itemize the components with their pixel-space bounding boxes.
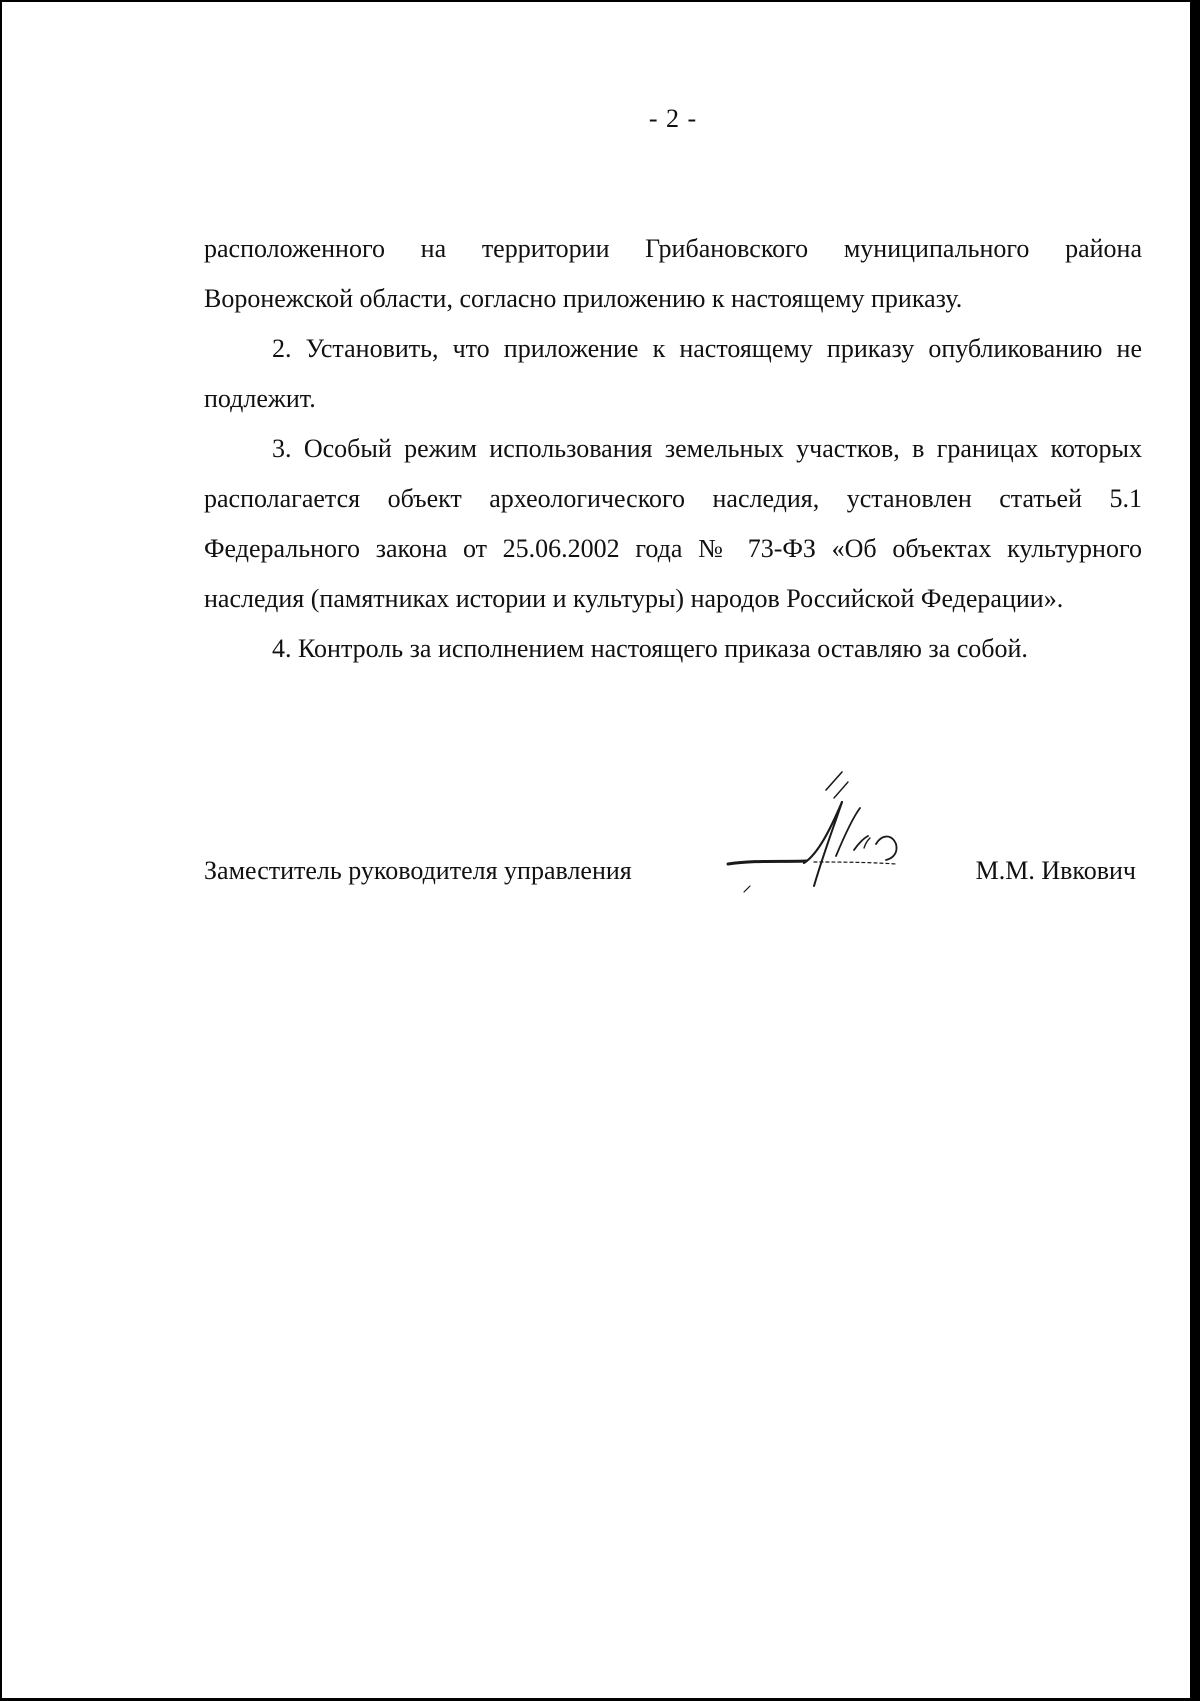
signatory-name: М.М. Ивкович	[975, 856, 1136, 885]
paragraph-item-4: 4. Контроль за исполнением настоящего приказа оставляю за собой.	[272, 634, 1028, 663]
signatory-position: Заместитель руководителя управления	[204, 856, 632, 885]
paragraph-item-3: 3. Особый режим использования земельных участков, в границах которых располагается объект археологического наследия, установлен статьей 5.1 Федерального закона от 25.06.2002 года № 73-ФЗ «Об объектах культурного наследия (памятниках истории и культуры) народов Российской Федерации».	[204, 434, 1142, 613]
signature-block	[204, 856, 1136, 896]
document-body	[204, 224, 1142, 674]
paragraph-item-2: 2. Установить, что приложение к настоящему приказу опубликованию не подлежит.	[204, 334, 1142, 413]
page-number: - 2 -	[648, 104, 698, 133]
paragraph-continuation: расположенного на территории Грибановского муниципального района Воронежской области, согласно приложению к настоящему приказу.	[204, 234, 1142, 313]
